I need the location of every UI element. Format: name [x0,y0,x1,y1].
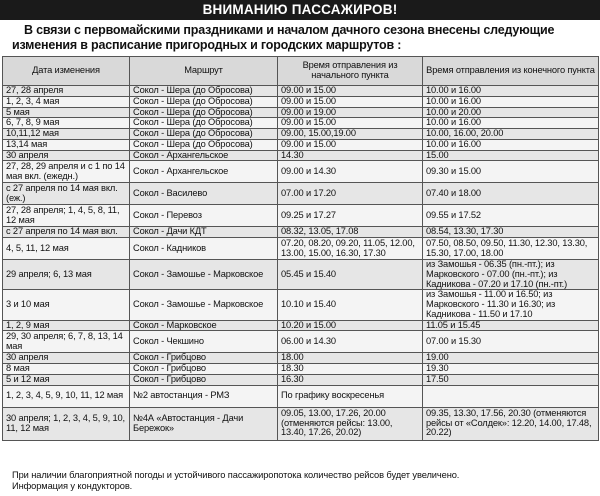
footer-line-1: При наличии благоприятной погоды и устойчивого пассажиропотока количество рейсов будет увеличено. [12,470,460,480]
cell-date: 29 апреля; 6, 13 мая [3,260,130,290]
cell-route: Сокол - Шера (до Обросова) [130,107,278,118]
cell-route: Сокол - Шера (до Обросова) [130,129,278,140]
intro-text [0,22,600,54]
cell-date: 30 апреля [3,150,130,161]
table-row [3,331,599,353]
table-row [3,364,599,375]
table-row [3,107,599,118]
cell-departure-start: 18.00 [278,353,423,364]
cell-departure-start: 09.00 и 14.30 [278,161,423,183]
cell-date: 1, 2, 3, 4, 5, 9, 10, 11, 12 мая [3,385,130,407]
cell-route: Сокол - Перевоз [130,205,278,227]
cell-departure-end: 10.00 и 20.00 [423,107,599,118]
cell-departure-end [423,385,599,407]
cell-date: 3 и 10 мая [3,290,130,320]
cell-route: Сокол - Замошье - Марковское [130,290,278,320]
cell-route: Сокол - Архангельское [130,161,278,183]
cell-departure-end: 10.00 и 16.00 [423,139,599,150]
cell-departure-start: По графику воскресенья [278,385,423,407]
cell-date: 27, 28 апреля; 1, 4, 5, 8, 11, 12 мая [3,205,130,227]
cell-departure-end: 07.50, 08.50, 09.50, 11.30, 12.30, 13.30, 15.30, 17.00, 18.00 [423,238,599,260]
cell-route: №4А «Автостанция - Дачи Бережок» [130,407,278,440]
cell-route: Сокол - Шера (до Обросова) [130,86,278,97]
cell-departure-start: 16.30 [278,374,423,385]
cell-departure-end: 07.40 и 18.00 [423,183,599,205]
cell-route: Сокол - Грибцово [130,353,278,364]
table-row [3,183,599,205]
cell-departure-end: 07.00 и 15.30 [423,331,599,353]
cell-departure-start: 05.45 и 15.40 [278,260,423,290]
cell-route: Сокол - Архангельское [130,150,278,161]
header-route: Маршрут [130,57,278,86]
cell-departure-end: 09.30 и 15.00 [423,161,599,183]
cell-route: №2 автостанция - РМЗ [130,385,278,407]
cell-date: 10,11,12 мая [3,129,130,140]
notice-banner: ВНИМАНИЮ ПАССАЖИРОВ! [0,0,600,20]
cell-date: 30 апреля; 1, 2, 3, 4, 5, 9, 10, 11, 12 мая [3,407,130,440]
cell-route: Сокол - Марковское [130,320,278,331]
table-row [3,86,599,97]
cell-departure-end: 15.00 [423,150,599,161]
cell-departure-start: 09.05, 13.00, 17.26, 20.00 (отменяются рейсы: 13.00, 13.40, 17.26, 20.02) [278,407,423,440]
table-row [3,205,599,227]
cell-departure-start: 14.30 [278,150,423,161]
table-row [3,290,599,320]
cell-departure-start: 10.20 и 15.00 [278,320,423,331]
cell-departure-start: 18.30 [278,364,423,375]
header-departure-end: Время отправления из конечного пункта [423,57,599,86]
cell-date: 27, 28 апреля [3,86,130,97]
schedule-table [2,56,599,441]
cell-route: Сокол - Замошье - Марковское [130,260,278,290]
cell-departure-end: 10.00 и 16.00 [423,86,599,97]
footer-note [12,470,592,492]
cell-departure-start: 08.32, 13.05, 17.08 [278,227,423,238]
cell-departure-start: 10.10 и 15.40 [278,290,423,320]
cell-departure-end: 08.54, 13.30, 17.30 [423,227,599,238]
schedule-header-row [3,57,599,86]
table-row [3,407,599,440]
table-row [3,150,599,161]
cell-departure-start: 09.25 и 17.27 [278,205,423,227]
cell-departure-start: 07.20, 08.20, 09.20, 11.05, 12.00, 13.00, 15.00, 16.30, 17.30 [278,238,423,260]
cell-date: 4, 5, 11, 12 мая [3,238,130,260]
cell-departure-start: 09.00 и 19.00 [278,107,423,118]
cell-departure-end: из Замошья - 06.35 (пн.-пт.); из Марковского - 07.00 (пн.-пт.); из Кадникова - 07.20 и 17.10 (пн.-пт.) [423,260,599,290]
cell-departure-end: 17.50 [423,374,599,385]
intro-line-2: изменения в расписание пригородных и городских маршрутов : [12,38,402,52]
cell-departure-start: 09.00 и 15.00 [278,86,423,97]
cell-departure-start: 09.00, 15.00,19.00 [278,129,423,140]
cell-date: 30 апреля [3,353,130,364]
cell-route: Сокол - Чекшино [130,331,278,353]
table-row [3,385,599,407]
table-row [3,129,599,140]
cell-departure-end: 10.00 и 16.00 [423,96,599,107]
table-row [3,96,599,107]
cell-departure-start: 09.00 и 15.00 [278,139,423,150]
table-row [3,139,599,150]
cell-departure-start: 07.00 и 17.20 [278,183,423,205]
cell-date: 5 мая [3,107,130,118]
cell-route: Сокол - Грибцово [130,374,278,385]
cell-date: 27, 28, 29 апреля и с 1 по 14 мая вкл. (ежедн.) [3,161,130,183]
cell-departure-end: 19.30 [423,364,599,375]
table-row [3,227,599,238]
cell-route: Сокол - Шера (до Обросова) [130,96,278,107]
cell-departure-end: 09.55 и 17.52 [423,205,599,227]
table-row [3,260,599,290]
cell-route: Сокол - Шера (до Обросова) [130,118,278,129]
footer-line-2: Информация у кондукторов. [12,481,133,491]
table-row [3,238,599,260]
cell-departure-end: 09.35, 13.30, 17.56, 20.30 (отменяются рейсы от «Солдек»: 12.20, 14.00, 17.48, 20.22) [423,407,599,440]
table-row [3,161,599,183]
table-row [3,320,599,331]
header-departure-start: Время отправления из начального пункта [278,57,423,86]
cell-route: Сокол - Дачи КДТ [130,227,278,238]
table-row [3,118,599,129]
cell-departure-end: 10.00 и 16.00 [423,118,599,129]
cell-departure-start: 09.00 и 15.00 [278,96,423,107]
cell-departure-end: 10.00, 16.00, 20.00 [423,129,599,140]
cell-date: 1, 2, 3, 4 мая [3,96,130,107]
cell-departure-start: 06.00 и 14.30 [278,331,423,353]
intro-line-1: В связи с первомайскими праздниками и началом дачного сезона внесены следующие [24,23,555,37]
cell-date: с 27 апреля по 14 мая вкл. (еж.) [3,183,130,205]
cell-date: 6, 7, 8, 9 мая [3,118,130,129]
cell-departure-start: 09.00 и 15.00 [278,118,423,129]
cell-date: 5 и 12 мая [3,374,130,385]
cell-route: Сокол - Шера (до Обросова) [130,139,278,150]
cell-date: 29, 30 апреля; 6, 7, 8, 13, 14 мая [3,331,130,353]
cell-date: с 27 апреля по 14 мая вкл. [3,227,130,238]
cell-route: Сокол - Василево [130,183,278,205]
cell-route: Сокол - Грибцово [130,364,278,375]
cell-route: Сокол - Кадников [130,238,278,260]
cell-departure-end: 19.00 [423,353,599,364]
cell-date: 1, 2, 9 мая [3,320,130,331]
cell-date: 8 мая [3,364,130,375]
cell-departure-end: из Замошья - 11.00 и 16.50; из Марковского - 11.30 и 16.30; из Кадникова - 11.50 и 17.10 [423,290,599,320]
table-row [3,374,599,385]
cell-departure-end: 11.05 и 15.45 [423,320,599,331]
cell-date: 13,14 мая [3,139,130,150]
table-row [3,353,599,364]
header-date: Дата изменения [3,57,130,86]
